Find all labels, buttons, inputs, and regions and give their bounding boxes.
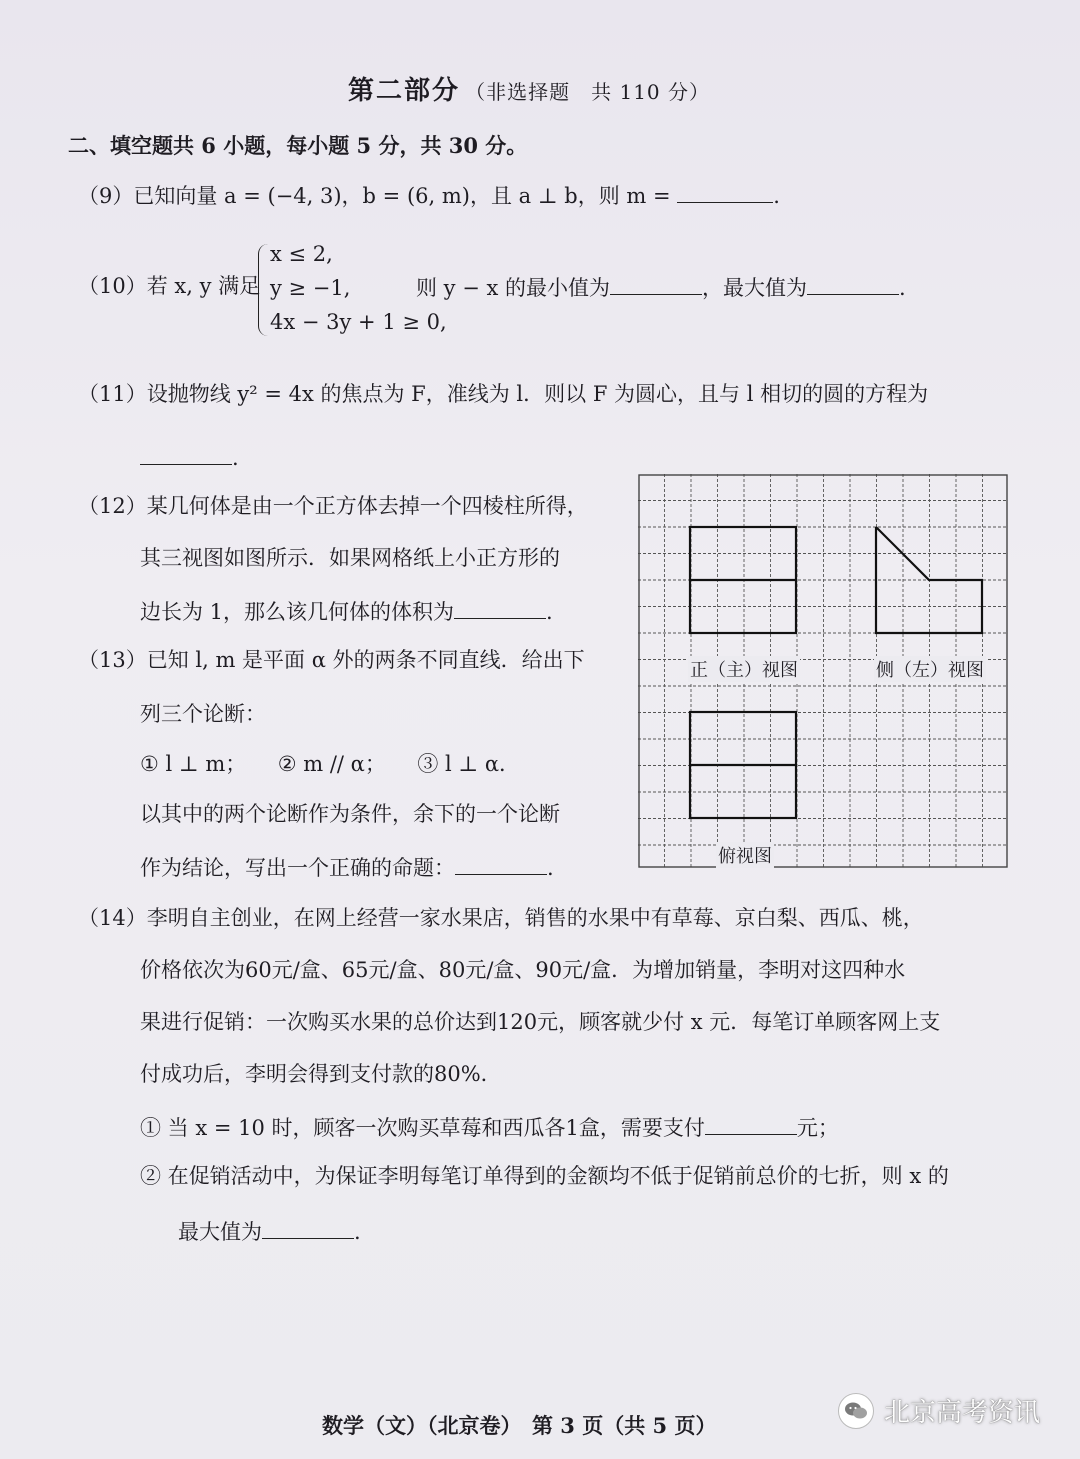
watermark-text: 北京高考资讯 [884, 1398, 1041, 1428]
question-13-end: . [547, 856, 554, 880]
question-14-part-1-end: 元； [796, 1116, 839, 1140]
question-14-line-4: 付成功后，李明会得到支付款的80%． [140, 1062, 502, 1086]
question-14-part-1-text: ① 当 x = 10 时，顾客一次购买草莓和西瓜各1盒，需要支付 [140, 1116, 705, 1140]
question-14-line-1: （14）李明自主创业，在网上经营一家水果店，销售的水果中有草莓、京白梨、西瓜、桃， [78, 906, 924, 930]
question-9 [78, 184, 780, 207]
wechat-icon [838, 1393, 874, 1429]
question-9-text: （9）已知向量 a = (−4, 3)，b = (6, m)，且 a ⊥ b，则 m = [78, 184, 671, 208]
constraint-system [258, 242, 447, 342]
top-view-label: 俯视图 [716, 842, 774, 868]
answer-blank-10-min[interactable] [610, 276, 702, 295]
question-11-answer [140, 446, 239, 469]
question-14-end: . [354, 1220, 361, 1244]
answer-blank-14-1[interactable] [705, 1116, 797, 1135]
question-13-line-1: （13）已知 l, m 是平面 α 外的两条不同直线．给出下 [78, 648, 585, 672]
question-14-part-2-label: 最大值为 [178, 1220, 262, 1244]
side-view-drawing [876, 527, 982, 633]
front-view-drawing [690, 527, 796, 633]
watermark [838, 1392, 1040, 1429]
question-10-min-label: 则 y − x 的最小值为 [416, 276, 611, 300]
answer-blank-13[interactable] [455, 856, 547, 875]
question-11-end: . [232, 446, 239, 470]
page-header [348, 70, 710, 107]
section-heading: 二、填空题共 6 小题，每小题 5 分，共 30 分。 [68, 133, 528, 158]
question-14-line-2: 价格依次为60元/盒、65元/盒、80元/盒、90元/盒．为增加销量，李明对这四种水 [140, 958, 906, 982]
question-12-line-2: 其三视图如图所示．如果网格纸上小正方形的 [140, 546, 560, 570]
question-14-part-1 [140, 1116, 839, 1139]
front-view-label: 正（主）视图 [688, 656, 800, 682]
three-view-figure [638, 474, 1008, 868]
answer-blank-9[interactable] [677, 184, 773, 203]
question-13-line-4: 以其中的两个论断作为条件，余下的一个论断 [140, 802, 560, 826]
question-12-line-3 [140, 600, 553, 623]
side-view-label: 侧（左）视图 [874, 656, 986, 682]
question-10-tail [416, 276, 906, 299]
constraint-2: y ≥ −1, [270, 276, 351, 300]
answer-blank-14-2[interactable] [262, 1220, 354, 1239]
question-10-max-label: ，最大值为 [702, 276, 808, 300]
question-10-end: . [899, 276, 906, 300]
question-9-end: . [773, 184, 780, 208]
page-footer: 数学（文）（北京卷） 第 3 页（共 5 页） [322, 1413, 717, 1438]
question-12-end: . [546, 600, 553, 624]
question-13-line-2: 列三个论断： [140, 702, 266, 726]
answer-blank-12[interactable] [454, 600, 546, 619]
page-title: 第二部分 [348, 76, 461, 106]
brace-symbol [258, 244, 269, 336]
question-10-lead: （10）若 x, y 满足 [78, 274, 261, 298]
top-view-drawing [690, 712, 796, 818]
question-14-part-2-answer [178, 1220, 361, 1243]
page-subtitle: （非选择题 共 110 分） [465, 80, 710, 104]
question-11-text: （11）设抛物线 y² = 4x 的焦点为 F，准线为 l．则以 F 为圆心，且与 l 相切的圆的方程为 [78, 382, 929, 406]
question-13-line-5-text: 作为结论，写出一个正确的命题： [140, 856, 455, 880]
question-14-part-2: ② 在促销活动中，为保证李明每笔订单得到的金额均不低于促销前总价的七折，则 x 的 [140, 1164, 949, 1188]
question-13-statements: ① l ⊥ m； ② m // α； ③ l ⊥ α． [140, 752, 520, 776]
constraint-1: x ≤ 2, [270, 242, 333, 266]
answer-blank-11[interactable] [140, 446, 232, 465]
answer-blank-10-max[interactable] [807, 276, 899, 295]
question-14-line-3: 果进行促销：一次购买水果的总价达到120元，顾客就少付 x 元．每笔订单顾客网上支 [140, 1010, 941, 1034]
question-12-line-1: （12）某几何体是由一个正方体去掉一个四棱柱所得， [78, 494, 588, 518]
question-13-line-5 [140, 856, 554, 879]
side-view-outline [876, 527, 982, 633]
constraint-3: 4x − 3y + 1 ≥ 0, [270, 310, 447, 334]
question-12-line-3-text: 边长为 1，那么该几何体的体积为 [140, 600, 455, 624]
